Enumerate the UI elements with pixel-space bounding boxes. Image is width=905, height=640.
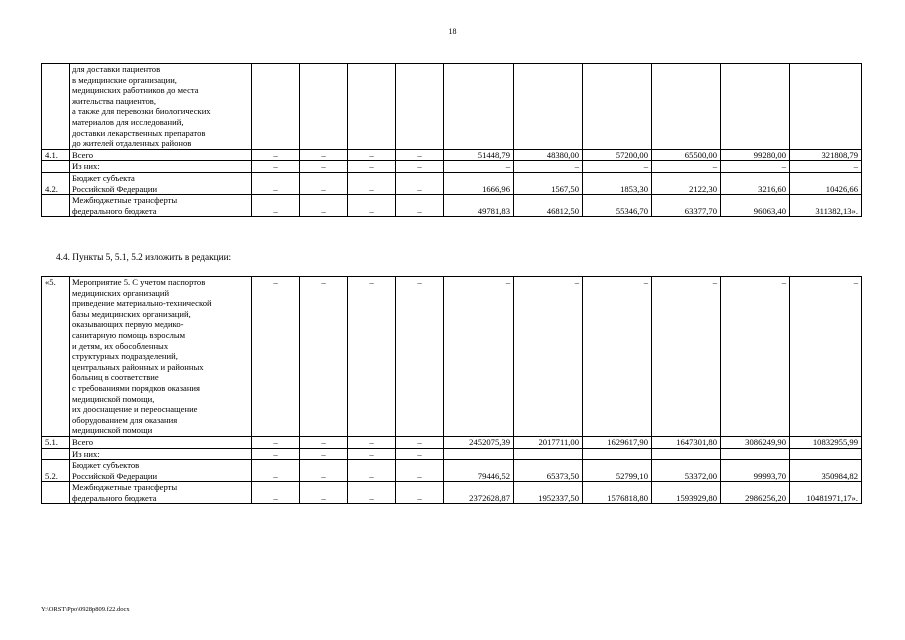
value-cell: – xyxy=(514,161,583,173)
value-cell: 311382,13». xyxy=(790,195,862,217)
dash-cell: – xyxy=(396,436,444,448)
name-line: Всего xyxy=(72,436,94,447)
dash-cell: – xyxy=(348,482,396,504)
value-cell: 2452075,39 xyxy=(444,436,514,448)
value-cell: 10481971,17». xyxy=(790,482,862,504)
value-cell: 1666,96 xyxy=(444,172,514,194)
dash-cell: – xyxy=(396,172,444,194)
row-name xyxy=(70,172,252,194)
dash-cell: – xyxy=(348,149,396,161)
dash-cell: – xyxy=(348,436,396,448)
empty-cell xyxy=(396,64,444,150)
empty-cell xyxy=(652,64,721,150)
name-line: федерального бюджета xyxy=(72,492,157,503)
name-line: санитарную помощь взрослым xyxy=(72,329,186,340)
dash-cell: – xyxy=(348,460,396,482)
dash-cell: – xyxy=(396,149,444,161)
value-cell: – xyxy=(721,277,790,437)
name-line: материалов для исследований, xyxy=(72,116,184,127)
row-id: 4.2. xyxy=(42,172,70,194)
value-cell xyxy=(790,448,862,460)
empty-cell xyxy=(790,64,862,150)
table-row xyxy=(42,64,862,150)
row-name xyxy=(70,195,252,217)
table-row xyxy=(42,149,862,161)
value-cell: 2986256,20 xyxy=(721,482,790,504)
name-line: медицинской помощи, xyxy=(72,393,155,404)
name-line: для доставки пациентов xyxy=(72,64,161,74)
value-cell: 2017711,00 xyxy=(514,436,583,448)
dash-cell: – xyxy=(396,482,444,504)
empty-cell xyxy=(721,64,790,150)
name-line: медицинских работников до места xyxy=(72,85,199,96)
dash-cell: – xyxy=(396,277,444,437)
dash-cell: – xyxy=(300,161,348,173)
dash-cell: – xyxy=(252,482,300,504)
value-cell: 10832955,99 xyxy=(790,436,862,448)
table-row xyxy=(42,277,862,437)
value-cell: 1593929,80 xyxy=(652,482,721,504)
dash-cell: – xyxy=(300,195,348,217)
value-cell: 1853,30 xyxy=(583,172,652,194)
row-name xyxy=(70,460,252,482)
row-id: 5.2. xyxy=(42,460,70,482)
name-line: структурных подразделений, xyxy=(72,351,178,362)
row-name xyxy=(70,64,252,150)
value-cell: 51448,79 xyxy=(444,149,514,161)
row-id xyxy=(42,448,70,460)
value-cell: 350984,82 xyxy=(790,460,862,482)
dash-cell: – xyxy=(252,436,300,448)
empty-cell xyxy=(514,64,583,150)
funding-table-4 xyxy=(41,63,862,217)
value-cell: – xyxy=(583,277,652,437)
name-line: оборудованием для оказания xyxy=(72,414,178,425)
dash-cell: – xyxy=(252,448,300,460)
name-line: приведение материально-технической xyxy=(72,298,212,309)
value-cell: 55346,70 xyxy=(583,195,652,217)
dash-cell: – xyxy=(348,195,396,217)
dash-cell: – xyxy=(252,172,300,194)
value-cell: 53372,00 xyxy=(652,460,721,482)
dash-cell: – xyxy=(396,195,444,217)
empty-cell xyxy=(583,64,652,150)
value-cell: 10426,66 xyxy=(790,172,862,194)
value-cell: 46812,50 xyxy=(514,195,583,217)
value-cell: 3086249,90 xyxy=(721,436,790,448)
row-name xyxy=(70,161,252,173)
name-line: доставки лекарственных препаратов xyxy=(72,127,206,138)
name-line: Бюджет субъекта xyxy=(72,172,135,183)
dash-cell: – xyxy=(252,149,300,161)
value-cell: 321808,79 xyxy=(790,149,862,161)
name-line: Российской Федерации xyxy=(72,470,158,481)
value-cell: 48380,00 xyxy=(514,149,583,161)
row-id xyxy=(42,161,70,173)
value-cell xyxy=(583,448,652,460)
name-line: базы медицинских организаций, xyxy=(72,308,191,319)
value-cell: 57200,00 xyxy=(583,149,652,161)
table-row xyxy=(42,172,862,194)
name-line: больниц в соответствие xyxy=(72,372,159,383)
name-line: Межбюджетные трансферты xyxy=(72,482,178,493)
value-cell: 96063,40 xyxy=(721,195,790,217)
value-cell: – xyxy=(444,161,514,173)
name-line: Российской Федерации xyxy=(72,183,158,194)
instruction-paragraph: 4.4. Пункты 5, 5.1, 5.2 изложить в редакции: xyxy=(56,253,232,263)
name-line: Всего xyxy=(72,149,94,160)
dash-cell: – xyxy=(252,195,300,217)
value-cell: 1576818,80 xyxy=(583,482,652,504)
value-cell: 1952337,50 xyxy=(514,482,583,504)
name-line: оказывающих первую медико- xyxy=(72,319,184,330)
name-line: с требованиями порядков оказания xyxy=(72,382,200,393)
dash-cell: – xyxy=(348,448,396,460)
row-id xyxy=(42,195,70,217)
row-name xyxy=(70,482,252,504)
row-id: «5. xyxy=(42,277,70,437)
value-cell: – xyxy=(444,277,514,437)
table-row xyxy=(42,482,862,504)
dash-cell: – xyxy=(252,161,300,173)
dash-cell: – xyxy=(396,161,444,173)
value-cell: – xyxy=(790,277,862,437)
name-line: федерального бюджета xyxy=(72,205,157,216)
name-line: до жителей отдаленных районов xyxy=(72,138,192,149)
name-line: Межбюджетные трансферты xyxy=(72,195,178,206)
dash-cell: – xyxy=(300,436,348,448)
dash-cell: – xyxy=(348,172,396,194)
value-cell: – xyxy=(652,277,721,437)
name-line: медицинских организаций xyxy=(72,287,170,298)
dash-cell: – xyxy=(396,448,444,460)
table-row xyxy=(42,436,862,448)
value-cell: 99280,00 xyxy=(721,149,790,161)
name-line: и детям, их обособленных xyxy=(72,340,169,351)
name-line: центральных районных и районных xyxy=(72,361,204,372)
dash-cell: – xyxy=(300,149,348,161)
table-row xyxy=(42,195,862,217)
name-line: медицинской помощи xyxy=(72,425,153,436)
name-line: жительства пациентов, xyxy=(72,95,156,106)
row-name xyxy=(70,448,252,460)
name-line: а также для перевозки биологических xyxy=(72,106,211,117)
value-cell xyxy=(444,448,514,460)
name-line: Мероприятие 5. С учетом паспортов xyxy=(72,277,206,287)
value-cell: 3216,60 xyxy=(721,172,790,194)
table-row xyxy=(42,448,862,460)
row-name xyxy=(70,436,252,448)
value-cell: – xyxy=(790,161,862,173)
value-cell: 2372628,87 xyxy=(444,482,514,504)
dash-cell: – xyxy=(300,277,348,437)
page-number: 18 xyxy=(448,27,457,36)
dash-cell: – xyxy=(252,277,300,437)
table-row xyxy=(42,460,862,482)
name-line: Из них: xyxy=(72,161,100,172)
dash-cell: – xyxy=(300,172,348,194)
value-cell: 79446,52 xyxy=(444,460,514,482)
value-cell: 65500,00 xyxy=(652,149,721,161)
row-id xyxy=(42,482,70,504)
value-cell: 1629617,90 xyxy=(583,436,652,448)
value-cell xyxy=(514,448,583,460)
value-cell: 65373,50 xyxy=(514,460,583,482)
value-cell: 2122,30 xyxy=(652,172,721,194)
funding-table-5 xyxy=(41,276,862,504)
dash-cell: – xyxy=(300,448,348,460)
empty-cell xyxy=(348,64,396,150)
name-line: в медицинские организации, xyxy=(72,74,177,85)
value-cell: – xyxy=(583,161,652,173)
row-name xyxy=(70,277,252,437)
name-line: Из них: xyxy=(72,448,100,459)
value-cell: 63377,70 xyxy=(652,195,721,217)
empty-cell xyxy=(300,64,348,150)
value-cell: 49781,83 xyxy=(444,195,514,217)
footer-file-path: Y:\ORST\Ppo\0928p809.f22.docx xyxy=(41,606,130,613)
value-cell xyxy=(721,448,790,460)
value-cell: – xyxy=(652,161,721,173)
dash-cell: – xyxy=(348,277,396,437)
row-id: 4.1. xyxy=(42,149,70,161)
empty-cell xyxy=(444,64,514,150)
value-cell: – xyxy=(514,277,583,437)
name-line: Бюджет субъектов xyxy=(72,460,140,471)
value-cell: 1567,50 xyxy=(514,172,583,194)
table-row xyxy=(42,161,862,173)
value-cell xyxy=(652,448,721,460)
value-cell: 99993,70 xyxy=(721,460,790,482)
dash-cell: – xyxy=(252,460,300,482)
row-id: 5.1. xyxy=(42,436,70,448)
name-line: их дооснащение и переоснащение xyxy=(72,404,198,415)
dash-cell: – xyxy=(300,460,348,482)
dash-cell: – xyxy=(348,161,396,173)
row-name xyxy=(70,149,252,161)
empty-cell xyxy=(252,64,300,150)
dash-cell: – xyxy=(300,482,348,504)
dash-cell: – xyxy=(396,460,444,482)
value-cell: – xyxy=(721,161,790,173)
empty-cell xyxy=(42,64,70,150)
value-cell: 52799,10 xyxy=(583,460,652,482)
value-cell: 1647301,80 xyxy=(652,436,721,448)
